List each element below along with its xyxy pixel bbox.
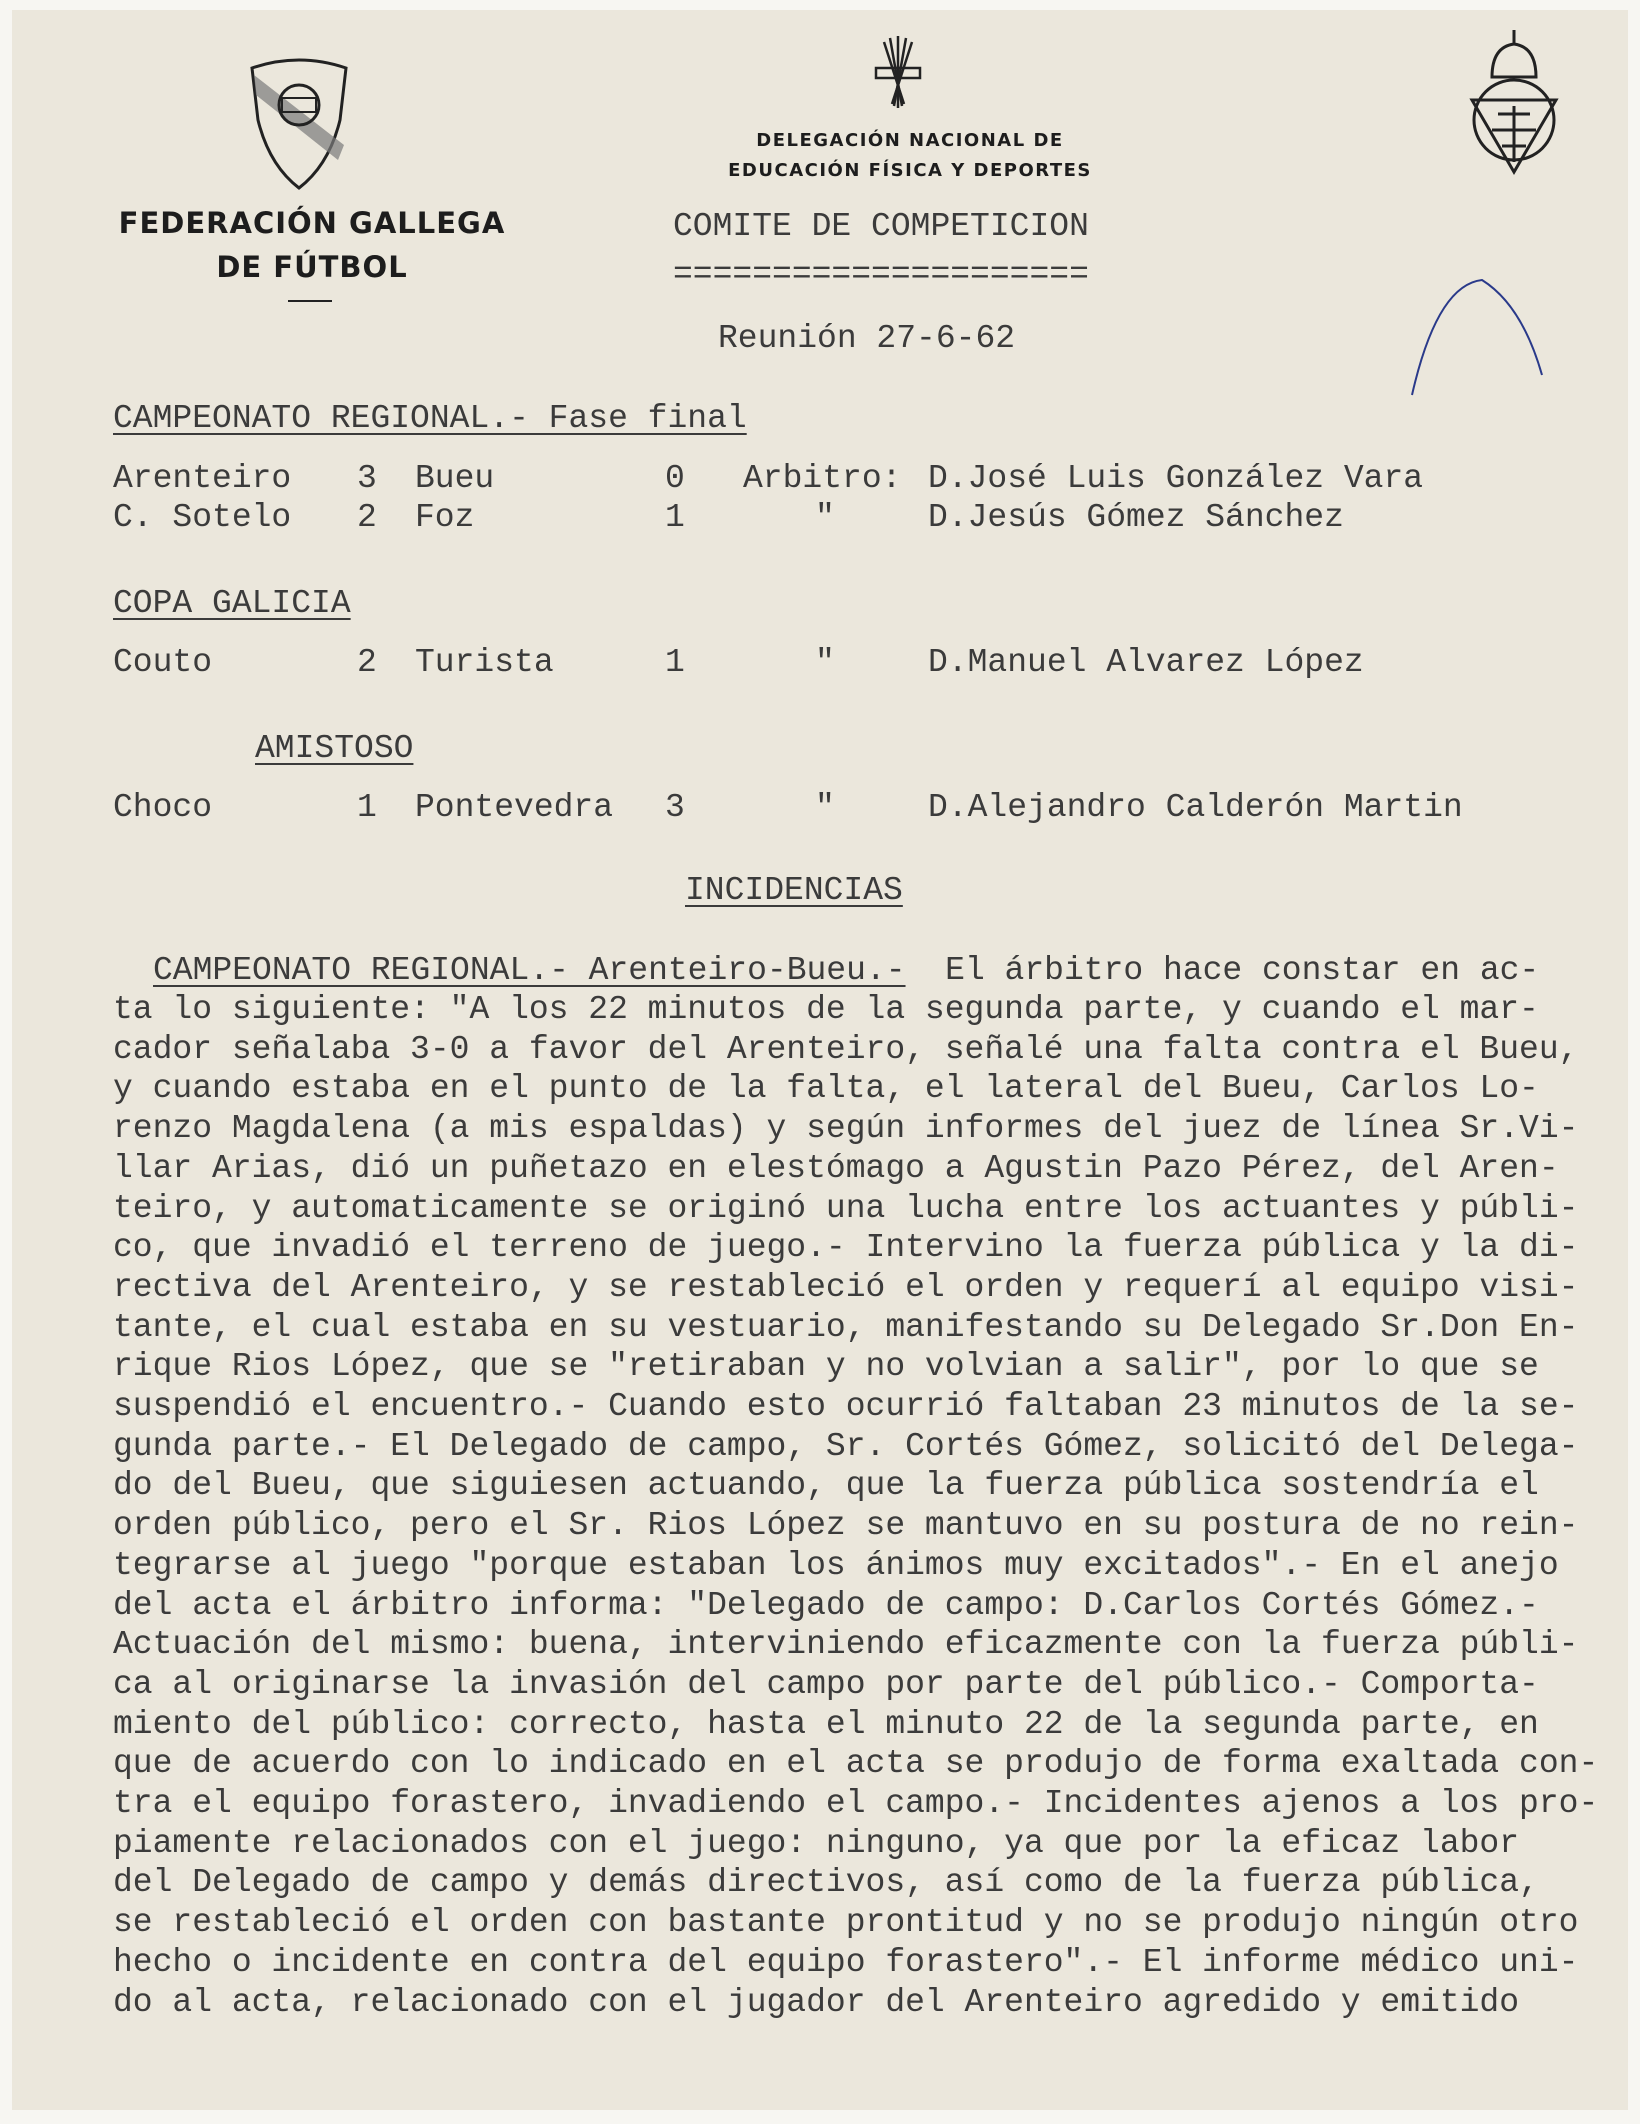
body-text-line: llar Arias, dió un puñetazo en elestómago a Agustin Pazo Pérez, del Aren- — [113, 1149, 1559, 1187]
royal-crest-emblem — [1462, 22, 1566, 177]
body-text-line: ca al originarse la invasión del campo por parte del público.- Comporta- — [113, 1665, 1539, 1703]
home-team: Couto — [113, 644, 213, 681]
body-text-line: miento del público: correcto, hasta el minuto 22 de la segunda parte, en — [113, 1705, 1539, 1743]
referee-label: Arbitro: — [743, 460, 902, 497]
away-score: 0 — [665, 460, 685, 497]
home-score: 3 — [357, 460, 377, 497]
incident-lead: CAMPEONATO REGIONAL.- Arenteiro-Bueu.- — [153, 952, 906, 989]
body-text-line: del acta el árbitro informa: "Delegado de campo: D.Carlos Cortés Gómez.- — [113, 1586, 1539, 1624]
away-team: Foz — [415, 499, 475, 536]
section-heading-copa: COPA GALICIA — [113, 585, 351, 622]
section-heading-regional: CAMPEONATO REGIONAL.- Fase final — [113, 400, 747, 437]
body-text-line: rectiva del Arenteiro, y se restableció el orden y requerí al equipo visi- — [113, 1268, 1579, 1306]
section-heading-amistoso: AMISTOSO — [255, 730, 414, 767]
home-score: 2 — [357, 644, 377, 681]
referee-label: " — [815, 789, 835, 826]
referee-label: " — [815, 499, 835, 536]
body-text-line: cador señalaba 3-0 a favor del Arenteiro, señalé una falta contra el Bueu, — [113, 1030, 1579, 1068]
body-text-line: Actuación del mismo: buena, interviniendo eficazmente con la fuerza públi- — [113, 1626, 1579, 1664]
away-score: 3 — [665, 789, 685, 826]
away-score: 1 — [665, 644, 685, 681]
body-text-line: y cuando estaba en el punto de la falta, el lateral del Bueu, Carlos Lo- — [113, 1070, 1539, 1108]
match-row — [12, 460, 1612, 500]
body-text-line: tante, el cual estaba en su vestuario, manifestando su Delegado Sr.Don En- — [113, 1308, 1579, 1346]
yoke-arrows-emblem — [870, 32, 926, 112]
body-text-line: tegrarse al juego "porque estaban los ánimos muy excitados".- En el anejo — [113, 1546, 1559, 1584]
body-text-line: suspendió el encuentro.- Cuando esto ocurrió faltaban 23 minutos de la se- — [113, 1388, 1579, 1425]
away-score: 1 — [665, 499, 685, 536]
body-text-line: tra el equipo forastero, invadiendo el campo.- Incidentes ajenos a los pro- — [113, 1785, 1599, 1822]
body-text-line: que de acuerdo con lo indicado en el acta se produjo de forma exaltada con- — [113, 1745, 1599, 1783]
referee-name: D.Manuel Alvarez López — [928, 644, 1364, 681]
divider — [288, 300, 332, 302]
away-team: Pontevedra — [415, 789, 614, 826]
match-row — [12, 789, 1612, 829]
referee-name: D.José Luis González Vara — [928, 460, 1424, 497]
delegation-line1: DELEGACIÓN NACIONAL DE — [756, 130, 1064, 151]
body-text-line: do del Bueu, que siguiesen actuando, que la fuerza pública sostendría el — [113, 1467, 1539, 1505]
body-text-line: hecho o incidente en contra del equipo forastero".- El informe médico uni- — [113, 1943, 1579, 1981]
body-text-line: piamente relacionados con el juego: ninguno, ya que por la eficaz labor — [113, 1824, 1520, 1862]
meeting-date: Reunión 27-6-62 — [718, 320, 1016, 357]
away-team: Bueu — [415, 460, 495, 497]
document-page — [12, 10, 1628, 2110]
home-team: Arenteiro — [113, 460, 292, 497]
referee-name: D.Alejandro Calderón Martin — [928, 789, 1463, 826]
incident-first-line-rest: El árbitro hace constar en ac- — [905, 952, 1540, 989]
home-score: 2 — [357, 499, 377, 536]
body-text-line: gunda parte.- El Delegado de campo, Sr. Cortés Gómez, solicitó del Delega- — [113, 1427, 1579, 1465]
incidencias-heading: INCIDENCIAS — [685, 872, 903, 909]
federation-shield-logo — [244, 50, 354, 195]
incidencias-first-line — [153, 952, 1539, 989]
home-team: C. Sotelo — [113, 499, 292, 536]
body-text-line: se restableció el orden con bastante prontitud y no se produjo ningún otro — [113, 1904, 1579, 1942]
body-text-line: rique Rios López, que se "retiraban y no volvian a salir", por lo que se — [113, 1348, 1539, 1386]
referee-label: " — [815, 644, 835, 681]
delegation-line2: EDUCACIÓN FÍSICA Y DEPORTES — [728, 160, 1092, 181]
title-rule: ===================== — [673, 256, 1089, 293]
pen-mark — [1392, 265, 1592, 405]
away-team: Turista — [415, 644, 554, 681]
home-team: Choco — [113, 789, 213, 826]
referee-name: D.Jesús Gómez Sánchez — [928, 499, 1344, 536]
match-row — [12, 499, 1612, 539]
body-text-line: co, que invadió el terreno de juego.- Intervino la fuerza pública y la di- — [113, 1229, 1579, 1267]
body-text-line: do al acta, relacionado con el jugador del Arenteiro agredido y emitido — [113, 1983, 1520, 2021]
home-score: 1 — [357, 789, 377, 826]
body-text-line: teiro, y automaticamente se originó una lucha entre los actuantes y públi- — [113, 1189, 1579, 1227]
body-text-line: ta lo siguiente: "A los 22 minutos de la segunda parte, y cuando el mar- — [113, 991, 1539, 1028]
match-row — [12, 644, 1612, 684]
body-text-line: orden público, pero el Sr. Rios López se mantuvo en su postura de no rein- — [113, 1507, 1579, 1545]
federation-name-line1: FEDERACIÓN GALLEGA — [118, 206, 506, 240]
body-text-line: del Delegado de campo y demás directivos, así como de la fuerza pública, — [113, 1864, 1539, 1902]
body-text-line: renzo Magdalena (a mis espaldas) y según informes del juez de línea Sr.Vi- — [113, 1110, 1579, 1148]
document-title: COMITE DE COMPETICION — [673, 208, 1089, 245]
federation-name-line2: DE FÚTBOL — [216, 250, 408, 284]
